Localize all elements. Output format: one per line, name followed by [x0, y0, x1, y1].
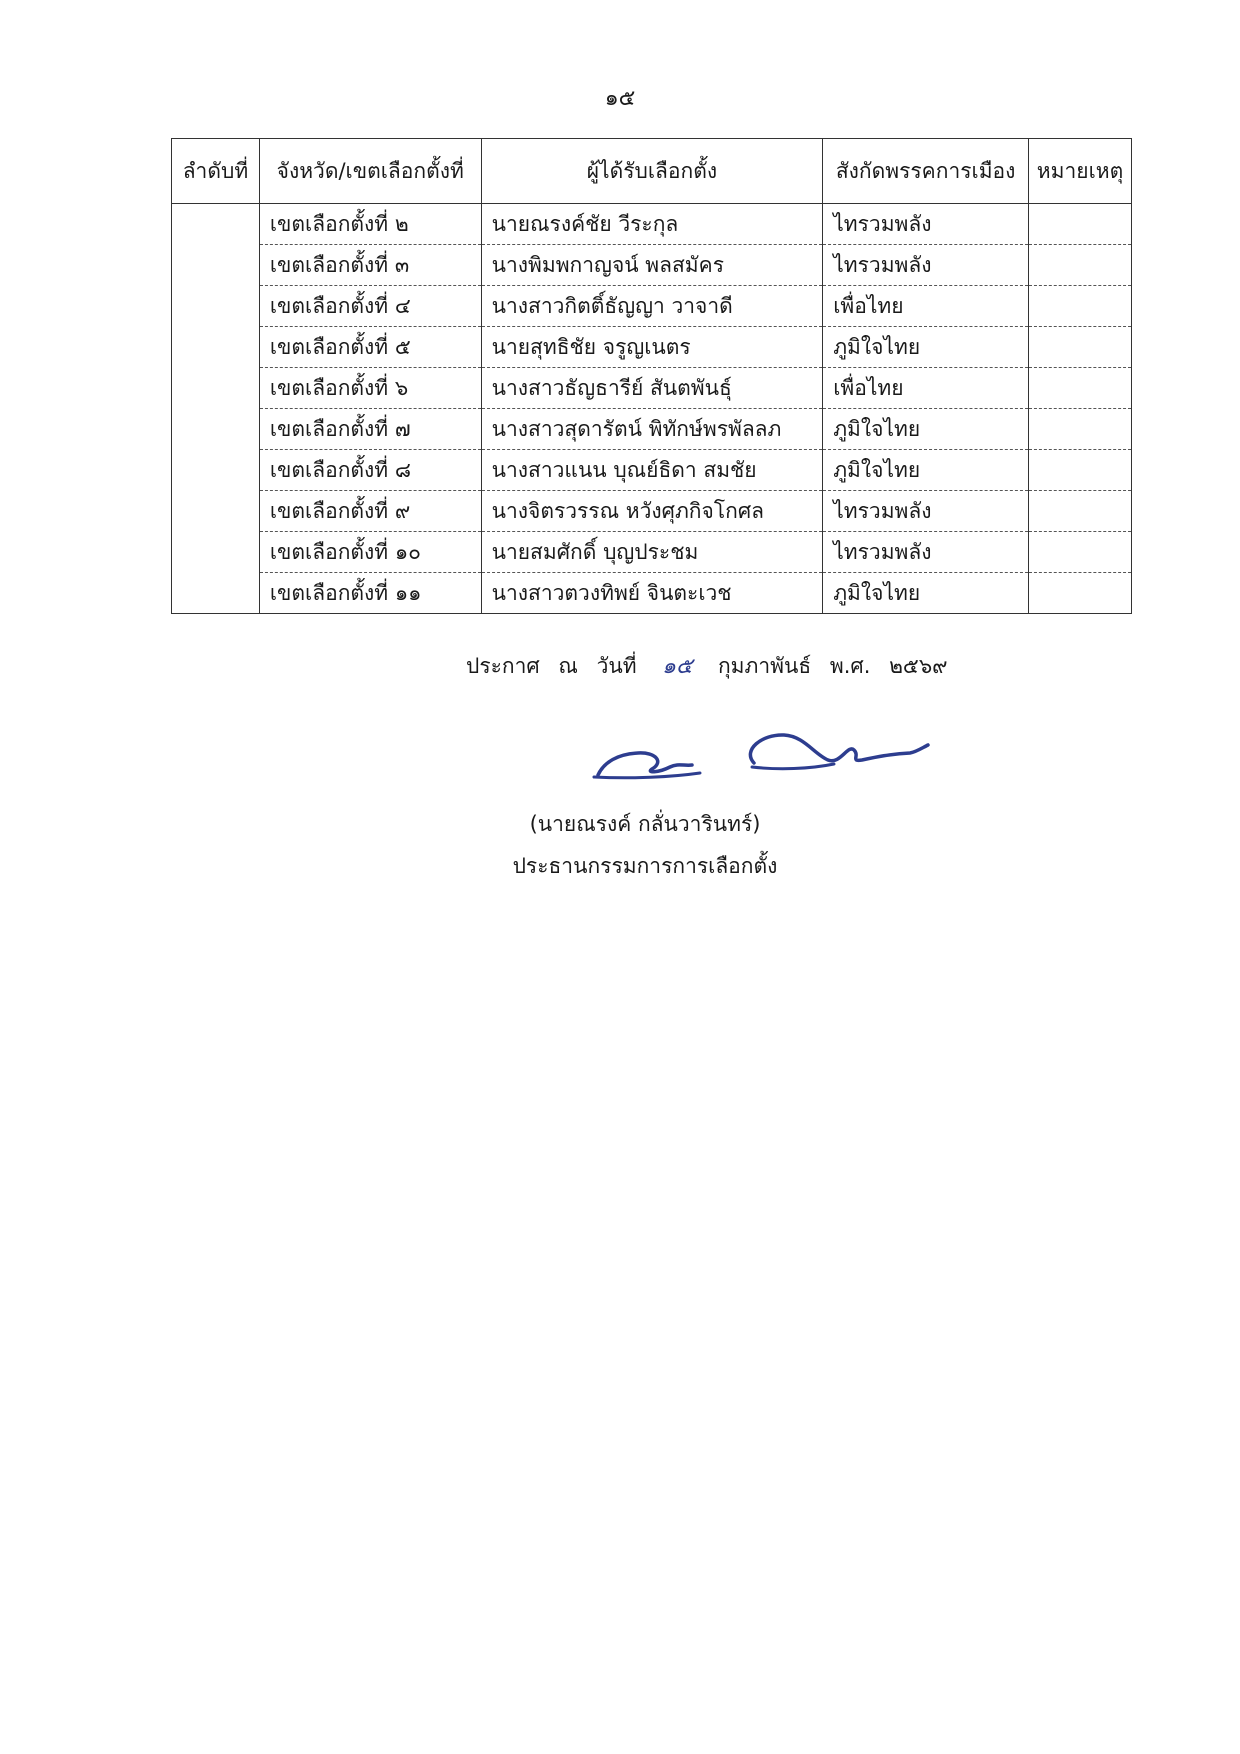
- signer-name: (นายณรงค์ กลั่นวารินทร์): [529, 812, 761, 836]
- district-cell: เขตเลือกตั้งที่ ๙: [259, 491, 481, 532]
- header-row: [172, 139, 1132, 204]
- district-cell: เขตเลือกตั้งที่ ๓: [259, 245, 481, 286]
- signer-title: ประธานกรรมการการเลือกตั้ง: [512, 854, 778, 878]
- handwritten-signature: [592, 722, 942, 782]
- remarks-cell: [1029, 245, 1132, 286]
- header-sequence: ลำดับที่: [172, 139, 260, 204]
- remarks-cell: [1029, 327, 1132, 368]
- elected-name-cell: นางจิตรวรรณ หวังศุภกิจโกศล: [481, 491, 823, 532]
- elected-name-cell: นางสาวธัญธารีย์ สันตพันธุ์: [481, 368, 823, 409]
- party-cell: ไทรวมพลัง: [823, 245, 1029, 286]
- table-row: [172, 491, 1132, 532]
- elected-name-cell: นายสุทธิชัย จรูญเนตร: [481, 327, 823, 368]
- table-row: [172, 286, 1132, 327]
- table-row: [172, 409, 1132, 450]
- header-remarks: หมายเหตุ: [1029, 139, 1132, 204]
- announcement-day-handwritten: ๑๕: [661, 654, 693, 679]
- table-header: [172, 139, 1132, 204]
- elected-name-cell: นางพิมพกาญจน์ พลสมัคร: [481, 245, 823, 286]
- district-cell: เขตเลือกตั้งที่ ๕: [259, 327, 481, 368]
- elected-name-cell: นายสมศักดิ์ บุญประชม: [481, 532, 823, 573]
- announcement-day-label: วันที่: [596, 654, 637, 678]
- header-party: สังกัดพรรคการเมือง: [823, 139, 1029, 204]
- district-cell: เขตเลือกตั้งที่ ๗: [259, 409, 481, 450]
- elected-name-cell: นางสาวแนน บุณย์ธิดา สมชัย: [481, 450, 823, 491]
- signature-stroke-4: [752, 764, 834, 769]
- announcement-month: กุมภาพันธ์: [717, 654, 812, 678]
- party-cell: ไทรวมพลัง: [823, 204, 1029, 245]
- table-row: [172, 204, 1132, 245]
- header-district: จังหวัด/เขตเลือกตั้งที่: [259, 139, 481, 204]
- elected-name-cell: นางสาวสุดารัตน์ พิทักษ์พรพัลลภ: [481, 409, 823, 450]
- announcement-line: [466, 648, 960, 683]
- district-cell: เขตเลือกตั้งที่ ๖: [259, 368, 481, 409]
- remarks-cell: [1029, 491, 1132, 532]
- sequence-cell: [172, 204, 260, 614]
- header-elected-person: ผู้ได้รับเลือกตั้ง: [481, 139, 823, 204]
- table-row: [172, 368, 1132, 409]
- table-row: [172, 245, 1132, 286]
- table-row: [172, 573, 1132, 614]
- remarks-cell: [1029, 286, 1132, 327]
- party-cell: เพื่อไทย: [823, 368, 1029, 409]
- signature-stroke-2: [594, 773, 700, 778]
- party-cell: ไทรวมพลัง: [823, 532, 1029, 573]
- party-cell: ภูมิใจไทย: [823, 573, 1029, 614]
- table-row: [172, 532, 1132, 573]
- announcement-era: พ.ศ.: [829, 654, 871, 678]
- remarks-cell: [1029, 532, 1132, 573]
- remarks-cell: [1029, 450, 1132, 491]
- remarks-cell: [1029, 573, 1132, 614]
- party-cell: เพื่อไทย: [823, 286, 1029, 327]
- announcement-at: ณ: [558, 654, 578, 678]
- district-cell: เขตเลือกตั้งที่ ๒: [259, 204, 481, 245]
- elected-name-cell: นายณรงค์ชัย วีระกุล: [481, 204, 823, 245]
- page-number: ๑๕: [604, 86, 636, 111]
- signature-stroke-3: [750, 735, 928, 763]
- elected-name-cell: นางสาวตวงทิพย์ จินตะเวช: [481, 573, 823, 614]
- table-body: [172, 204, 1132, 614]
- signature-stroke-1: [598, 753, 692, 775]
- remarks-cell: [1029, 204, 1132, 245]
- announcement-prefix: ประกาศ: [466, 654, 540, 678]
- remarks-cell: [1029, 409, 1132, 450]
- table-row: [172, 327, 1132, 368]
- party-cell: ภูมิใจไทย: [823, 450, 1029, 491]
- table-row: [172, 450, 1132, 491]
- announcement-year: ๒๕๖๙: [889, 654, 948, 678]
- district-cell: เขตเลือกตั้งที่ ๔: [259, 286, 481, 327]
- party-cell: ภูมิใจไทย: [823, 327, 1029, 368]
- remarks-cell: [1029, 368, 1132, 409]
- district-cell: เขตเลือกตั้งที่ ๑๐: [259, 532, 481, 573]
- results-table: [171, 138, 1132, 614]
- district-cell: เขตเลือกตั้งที่ ๘: [259, 450, 481, 491]
- elected-name-cell: นางสาวกิตติ์ธัญญา วาจาดี: [481, 286, 823, 327]
- party-cell: ไทรวมพลัง: [823, 491, 1029, 532]
- district-cell: เขตเลือกตั้งที่ ๑๑: [259, 573, 481, 614]
- party-cell: ภูมิใจไทย: [823, 409, 1029, 450]
